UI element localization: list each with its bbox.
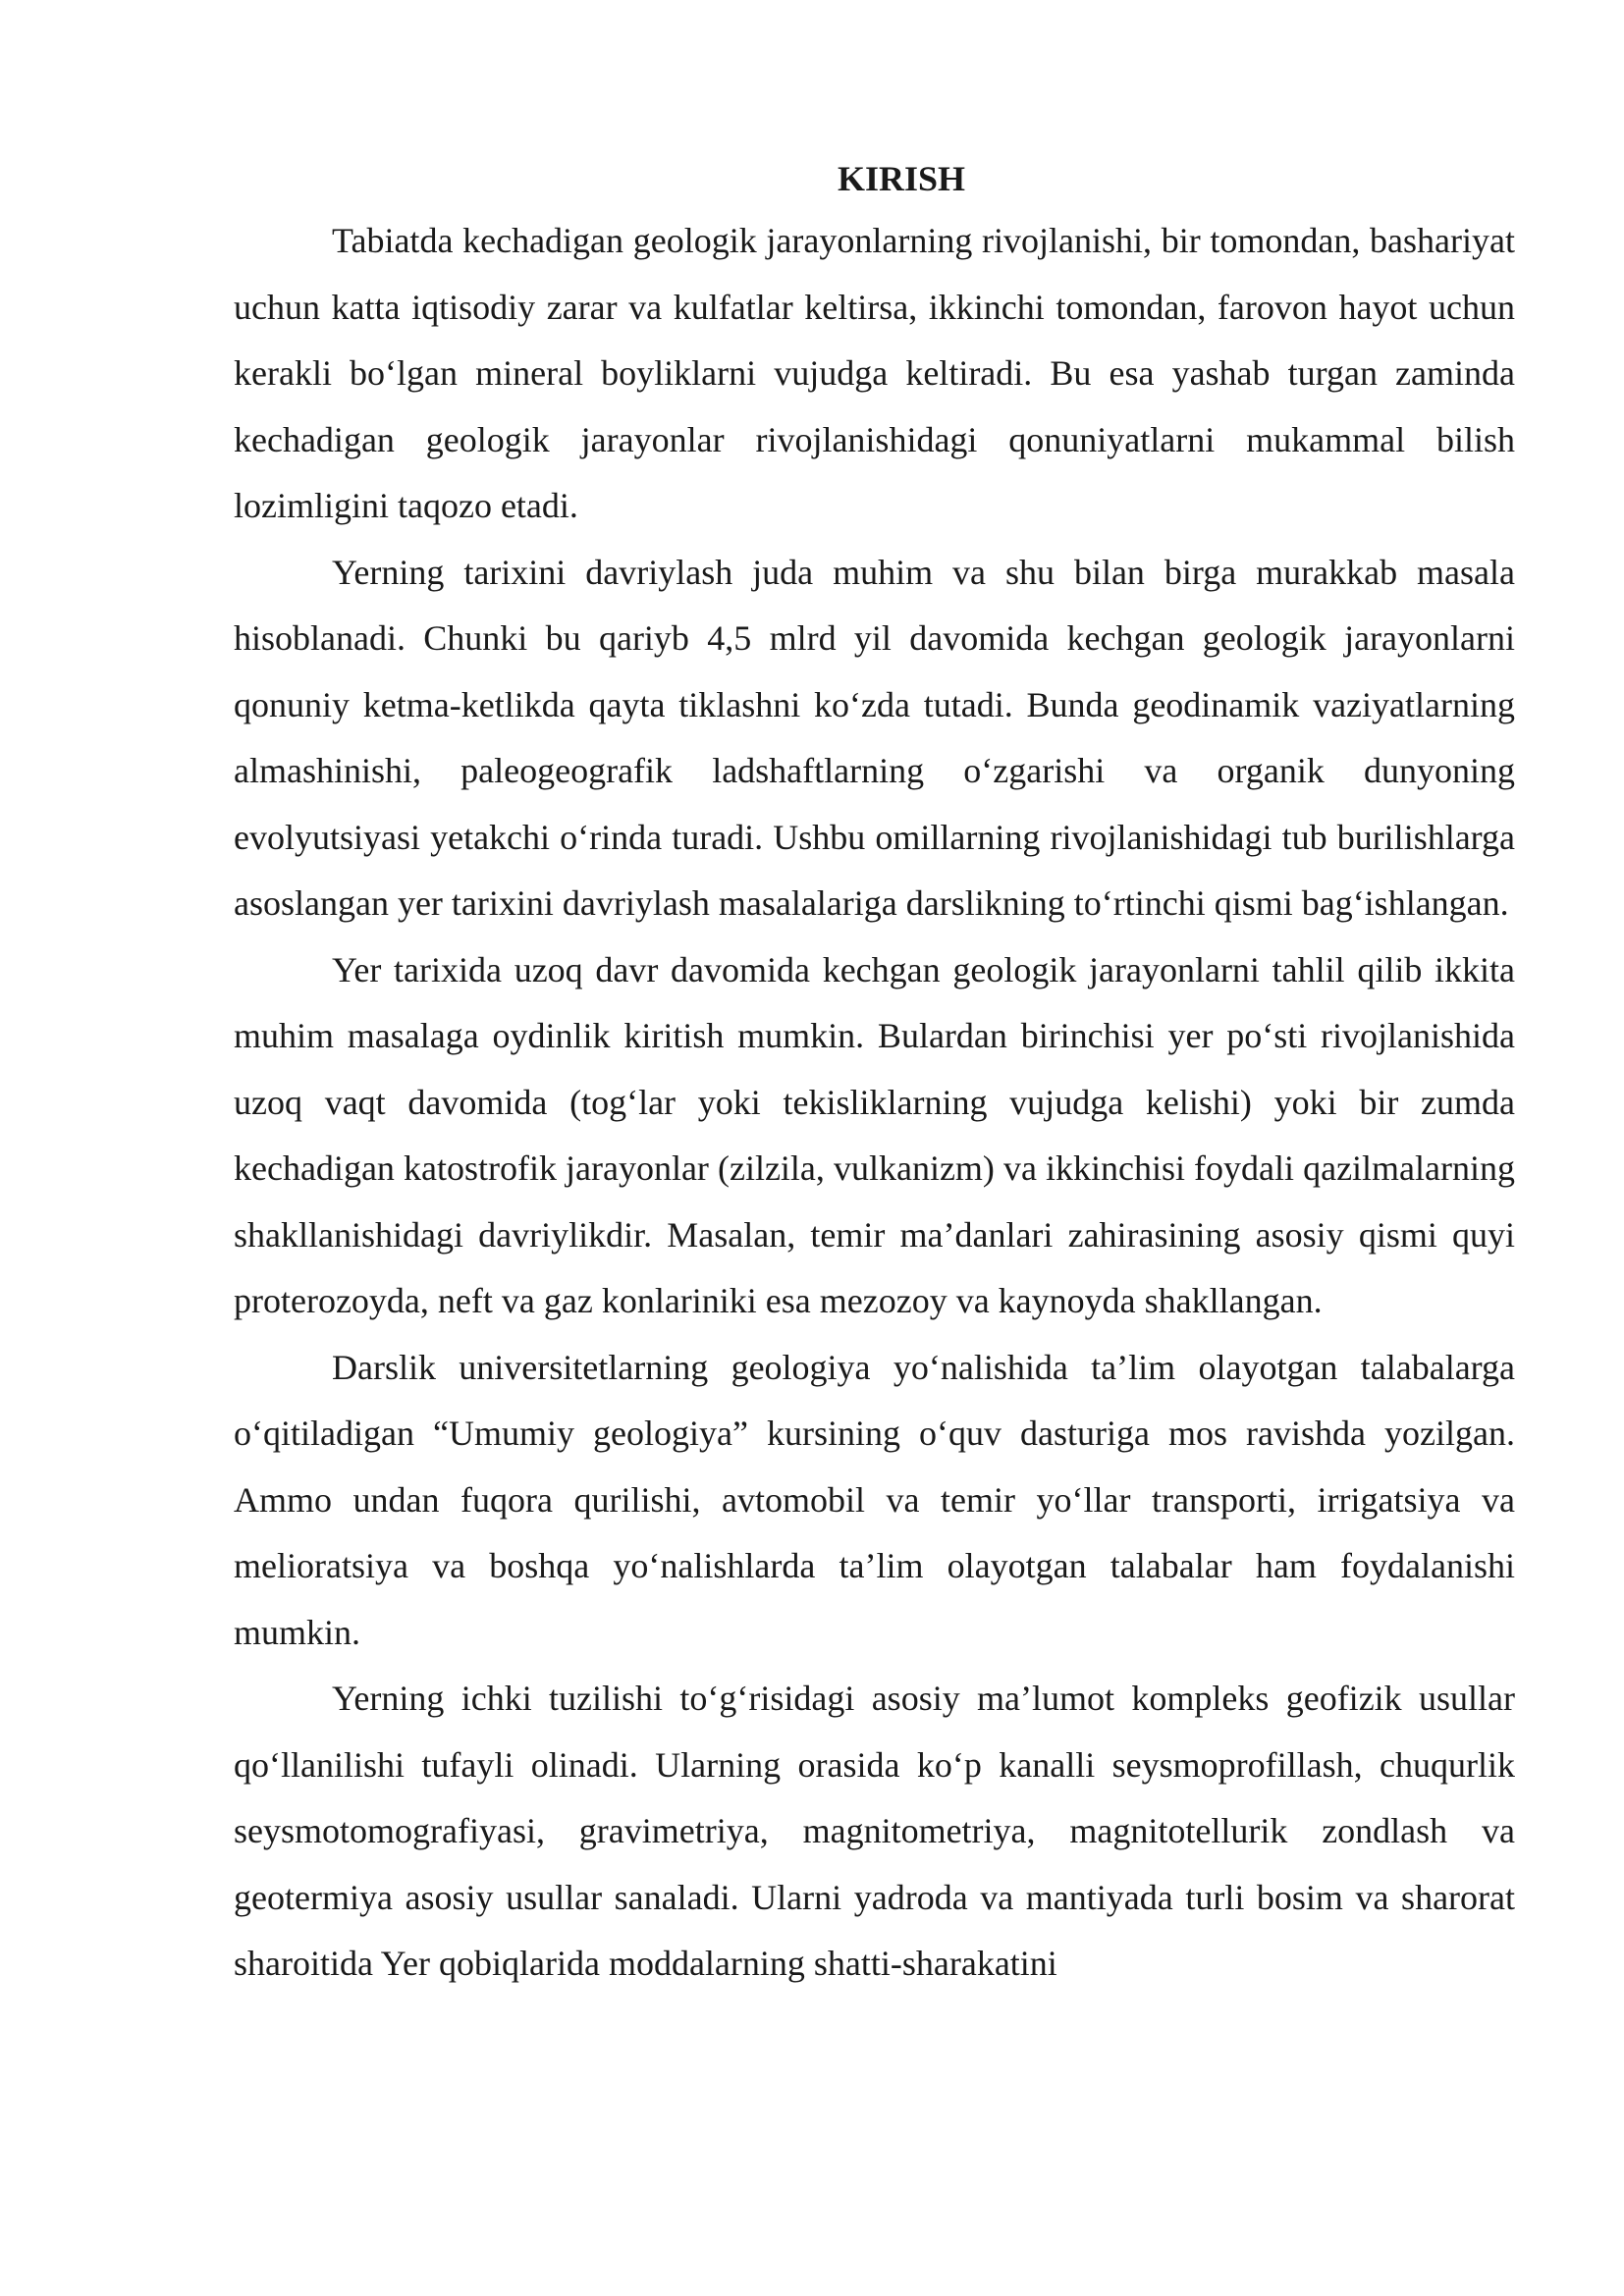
paragraph-5: Yerning ichki tuzilishi to‘g‘risidagi asosiy ma’lumot kompleks geofizik usullar qo‘llanilishi tufayli olinadi. Ularning orasida ko‘p kanalli seysmoprofillash, chuqurlik seysmotomografiyasi, gravimetriya, magnitometriya, magnitotellurik zondlash va geotermiya asosiy usullar sanaladi. Ularni yadroda va mantiyada turli bosim va sharorat sharoitida Yer qobiqlarida moddalarning shatti-sharakatini: [234, 1679, 1515, 1983]
document-body: [234, 149, 1515, 1998]
paragraph-1: Tabiatda kechadigan geologik jarayonlarning rivojlanishi, bir tomondan, bashariyat uchun katta iqtisodiy zarar va kulfatlar keltirsa, ikkinchi tomondan, farovon hayot uchun kerakli bo‘lgan mineral boyliklarni vujudga keltiradi. Bu esa yashab turgan zaminda kechadigan geologik jarayonlar rivojlanishidagi qonuniyatlarni mukammal bilish lozimligini taqozo etadi.: [234, 221, 1515, 525]
paragraph-3: Yer tarixida uzoq davr davomida kechgan geologik jarayonlarni tahlil qilib ikkita muhim masalaga oydinlik kiritish mumkin. Bulardan birinchisi yer po‘sti rivojlanishida uzoq vaqt davomida (tog‘lar yoki tekisliklarning vujudga kelishi) yoki bir zumda kechadigan katostrofik jarayonlar (zilzila, vulkanizm) va ikkinchisi foydali qazilmalarning shakllanishidagi davriylikdir. Masalan, temir ma’danlari zahirasining asosiy qismi quyi proterozoyda, neft va gaz konlariniki esa mezozoy va kaynoyda shakllangan.: [234, 949, 1515, 1320]
paragraph-2: Yerning tarixini davriylash juda muhim va shu bilan birga murakkab masala hisoblanadi. Chunki bu qariyb 4,5 mlrd yil davomida kechgan geologik jarayonlarni qonuniy ketma-ketlikda qayta tiklashni ko‘zda tutadi. Bunda geodinamik vaziyatlarning almashinishi, paleogeografik ladshaftlarning o‘zgarishi va organik dunyoning evolyutsiyasi yetakchi o‘rinda turadi. Ushbu omillarning rivojlanishidagi tub burilishlarga asoslangan yer tarixini davriylash masalalariga darslikning to‘rtinchi qismi bag‘ishlangan.: [234, 552, 1515, 923]
page-title: KIRISH: [837, 159, 966, 198]
paragraph-4: Darslik universitetlarning geologiya yo‘nalishida ta’lim olayotgan talabalarga o‘qitiladigan “Umumiy geologiya” kursining o‘quv dasturiga mos ravishda yozilgan. Ammo undan fuqora qurilishi, avtomobil va temir yo‘llar transporti, irrigatsiya va melioratsiya va boshqa yo‘nalishlarda ta’lim olayotgan talabalar ham foydalanishi mumkin.: [234, 1347, 1515, 1652]
